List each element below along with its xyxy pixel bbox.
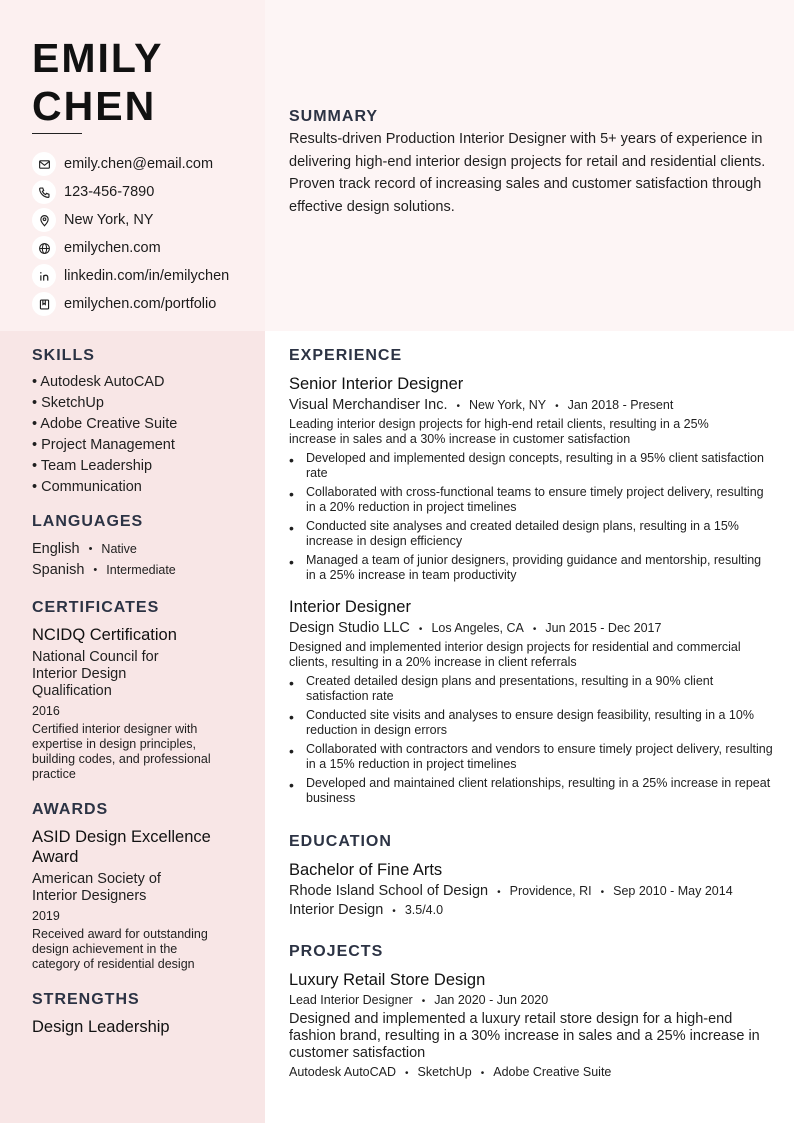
- skill-item: • Adobe Creative Suite: [32, 416, 178, 432]
- strengths-section: [32, 991, 237, 1037]
- separator-dot: •: [600, 887, 605, 898]
- language-level: Native: [101, 542, 137, 556]
- contact-location-text: New York, NY: [64, 212, 154, 228]
- award-issuer: American Society of Interior Designers: [32, 871, 161, 904]
- contact-list: [32, 150, 229, 318]
- field-of-study: Interior Design: [289, 902, 384, 918]
- skill-item: • Communication: [32, 479, 142, 495]
- job-dates: Jun 2015 - Dec 2017: [545, 621, 662, 635]
- envelope-icon: [32, 152, 56, 176]
- contact-email[interactable]: [32, 150, 229, 178]
- project-dates: Jan 2020 - Jun 2020: [434, 993, 549, 1007]
- education-field-row: [289, 902, 774, 918]
- job-company: Design Studio LLC: [289, 620, 410, 636]
- separator-dot: •: [88, 543, 93, 555]
- skill-item: • Project Management: [32, 437, 175, 453]
- summary-heading: SUMMARY: [289, 108, 379, 125]
- last-name: CHEN: [32, 83, 157, 129]
- skills-section: [32, 347, 237, 498]
- job-description: Designed and implemented interior design projects for residential and commercial clients, resulting in a 20% increase in client referrals: [289, 640, 741, 669]
- name-divider: [32, 133, 82, 134]
- skills-list: [32, 372, 237, 498]
- project-role: Lead Interior Designer: [289, 993, 413, 1007]
- education-heading: EDUCATION: [289, 833, 392, 850]
- education-section: [289, 833, 774, 918]
- candidate-name: [32, 34, 164, 130]
- language-name: English: [32, 541, 80, 557]
- contact-linkedin[interactable]: [32, 262, 229, 290]
- projects-section: [289, 943, 774, 1079]
- project-name: Luxury Retail Store Design: [289, 971, 486, 989]
- projects-heading: PROJECTS: [289, 943, 384, 960]
- job-bullets: [289, 451, 774, 583]
- contact-phone-text: 123-456-7890: [64, 184, 155, 200]
- job-bullet: • Collaborated with cross-functional teams to ensure timely project delivery, resulting in a 20% reduction in project timelines: [289, 485, 774, 515]
- languages-heading: LANGUAGES: [32, 513, 144, 530]
- certificates-heading: CERTIFICATES: [32, 599, 160, 616]
- job-bullet: • Developed and implemented design concepts, resulting in a 95% client satisfaction rate: [289, 451, 774, 481]
- contact-website[interactable]: [32, 234, 229, 262]
- contact-phone[interactable]: [32, 178, 229, 206]
- job-bullet: • Collaborated with contractors and vendors to ensure timely project delivery, resulting in a 15% reduction in project timelines: [289, 742, 774, 772]
- contact-location: [32, 206, 229, 234]
- job-bullet: • Conducted site analyses and created detailed design plans, resulting in a 15% increase in design efficiency: [289, 519, 774, 549]
- job-meta: [289, 620, 774, 636]
- job-bullet: • Conducted site visits and analyses to ensure design feasibility, resulting in a 10% reduction in design errors: [289, 708, 774, 738]
- award-year: 2019: [32, 909, 60, 923]
- contact-website-text: emilychen.com: [64, 240, 161, 256]
- certificate-year: 2016: [32, 704, 60, 718]
- job-bullet: • Managed a team of junior designers, providing guidance and mentorship, resulting in a 25% increase in team productivity: [289, 553, 774, 583]
- school-name: Rhode Island School of Design: [289, 883, 489, 899]
- job-company: Visual Merchandiser Inc.: [289, 397, 448, 413]
- contact-email-text: emily.chen@email.com: [64, 156, 214, 172]
- strengths-heading: STRENGTHS: [32, 991, 140, 1008]
- contact-linkedin-text: linkedin.com/in/emilychen: [64, 268, 230, 284]
- job-title: Senior Interior Designer: [289, 375, 464, 393]
- first-name: EMILY: [32, 35, 164, 81]
- job-title: Interior Designer: [289, 598, 411, 616]
- separator-dot: •: [392, 906, 396, 917]
- project-tools: [289, 1065, 774, 1079]
- experience-heading: EXPERIENCE: [289, 347, 403, 364]
- location-pin-icon: [32, 208, 56, 232]
- education-meta: [289, 883, 774, 899]
- award-name: ASID Design Excellence Award: [32, 828, 211, 866]
- project-tool: Autodesk AutoCAD: [289, 1065, 397, 1079]
- skill-item: • Autodesk AutoCAD: [32, 374, 165, 390]
- separator-dot: •: [555, 401, 559, 412]
- skills-heading: SKILLS: [32, 347, 95, 364]
- separator-dot: •: [497, 887, 501, 898]
- skill-item: • Team Leadership: [32, 458, 153, 474]
- contact-portfolio-text: emilychen.com/portfolio: [64, 296, 217, 312]
- separator-dot: •: [480, 1068, 485, 1079]
- languages-section: [32, 513, 237, 581]
- separator-dot: •: [405, 1068, 409, 1079]
- separator-dot: •: [532, 624, 537, 635]
- strength-item: Design Leadership: [32, 1018, 170, 1036]
- project-meta: [289, 993, 774, 1007]
- experience-section: [289, 347, 774, 806]
- job-entry: [289, 374, 774, 583]
- language-row: [32, 560, 237, 581]
- job-bullet: • Developed and maintained client relationships, resulting in a 25% increase in repeat business: [289, 776, 774, 806]
- separator-dot: •: [421, 996, 426, 1007]
- separator-dot: •: [93, 564, 98, 576]
- job-bullets: [289, 674, 774, 806]
- job-dates: Jan 2018 - Present: [567, 398, 674, 412]
- job-description: Leading interior design projects for high-end retail clients, resulting in a 25% increase in sales and a 30% increase in customer satisfaction: [289, 417, 709, 446]
- separator-dot: •: [418, 624, 423, 635]
- project-tool: Adobe Creative Suite: [493, 1065, 612, 1079]
- gpa: 3.5/4.0: [404, 903, 444, 917]
- certificate-name: NCIDQ Certification: [32, 626, 177, 644]
- certificate-description: Certified interior designer with expertise in design principles, building codes, and professional practice: [32, 722, 211, 781]
- job-entry: [289, 597, 774, 806]
- job-meta: [289, 397, 774, 413]
- school-location: Providence, RI: [509, 884, 592, 898]
- skill-item: • SketchUp: [32, 395, 104, 411]
- summary-section: [289, 108, 774, 219]
- certificates-section: [32, 599, 237, 782]
- job-location: Los Angeles, CA: [431, 621, 524, 635]
- linkedin-icon: [32, 264, 56, 288]
- job-bullet: • Created detailed design plans and presentations, resulting in a 90% client satisfaction rate: [289, 674, 774, 704]
- certificate-issuer: National Council for Interior Design Qualification: [32, 649, 159, 699]
- summary-text: Results-driven Production Interior Designer with 5+ years of experience in delivering high-end interior design projects for retail and residential clients. Proven track record of increasing sales and customer satisfaction through effective design solutions.: [289, 131, 766, 216]
- project-tool: SketchUp: [417, 1065, 472, 1079]
- project-description: Designed and implemented a luxury retail store design for a high-end fashion brand, resulting in a 30% increase in sales and a 25% increase in customer satisfaction: [289, 1011, 760, 1061]
- bookmark-icon: [32, 292, 56, 316]
- phone-icon: [32, 180, 56, 204]
- awards-heading: AWARDS: [32, 801, 109, 818]
- language-level: Intermediate: [106, 563, 176, 577]
- contact-portfolio[interactable]: [32, 290, 229, 318]
- separator-dot: •: [456, 401, 461, 412]
- language-row: [32, 539, 237, 560]
- awards-section: [32, 801, 237, 972]
- job-location: New York, NY: [469, 398, 547, 412]
- award-description: Received award for outstanding design achievement in the category of residential design: [32, 927, 208, 971]
- education-dates: Sep 2010 - May 2014: [613, 884, 733, 898]
- degree: Bachelor of Fine Arts: [289, 861, 443, 879]
- globe-icon: [32, 236, 56, 260]
- language-name: Spanish: [32, 562, 85, 578]
